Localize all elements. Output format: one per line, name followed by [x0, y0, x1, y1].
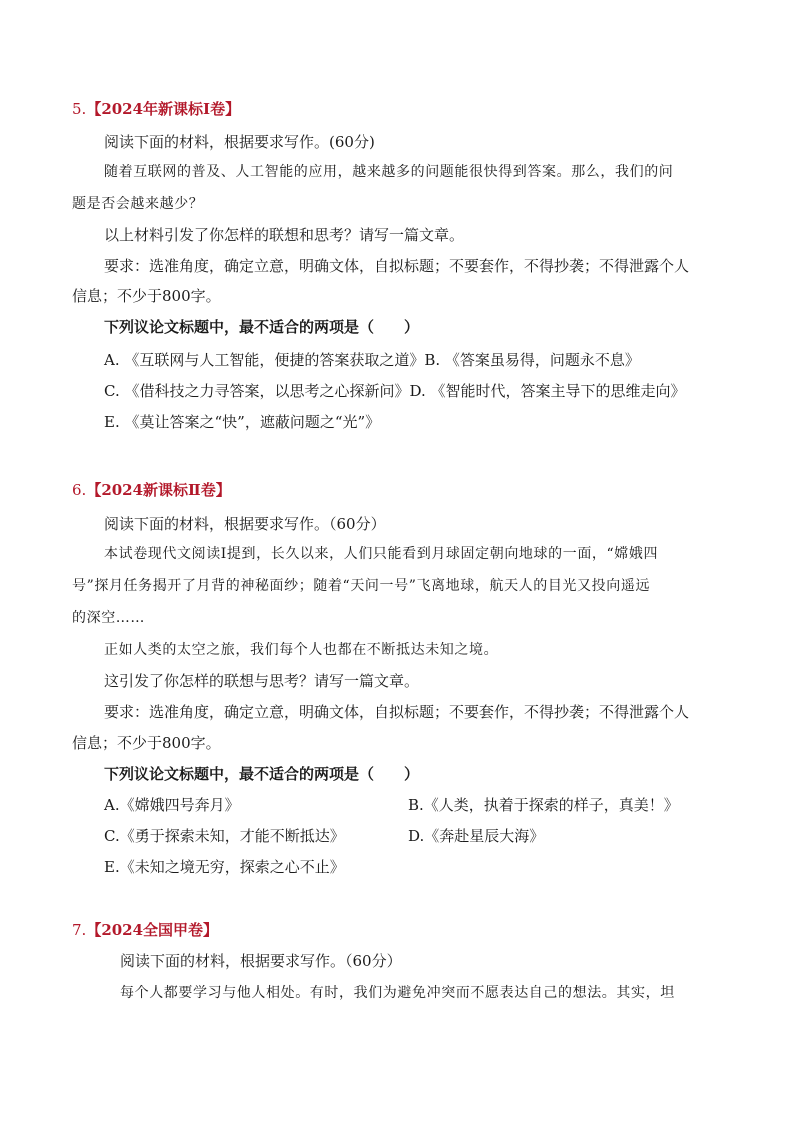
q6-option-d: D.《奔赴星辰大海》	[408, 827, 545, 845]
q5-question: 下列议论文标题中，最不适合的两项是（ ）	[104, 318, 420, 336]
q5-source: 【2024年新课标Ⅰ卷】	[86, 100, 241, 118]
q6-number: 6.	[72, 481, 87, 499]
q6-material-line4: 正如人类的太空之旅，我们每个人也都在不断抵达未知之境。	[104, 642, 499, 658]
q5-prompt: 以上材料引发了你怎样的联想和思考？请写一篇文章。	[104, 226, 465, 244]
q7-source: 【2024全国甲卷】	[86, 921, 219, 939]
q6-source: 【2024新课标Ⅱ卷】	[86, 481, 231, 499]
q5-number: 5.	[72, 100, 87, 118]
q6-material-line3: 的深空……	[72, 610, 145, 626]
q6-material-line1: 本试卷现代文阅读Ⅰ提到，长久以来，人们只能看到月球固定朝向地球的一面，“嫦娥四	[104, 546, 659, 562]
q6-option-a: A.《嫦娥四号奔月》	[104, 796, 240, 814]
q6-instruction: 阅读下面的材料，根据要求写作。（60分）	[104, 515, 386, 533]
q5-options-row3: E. 《莫让答案之“快”，遮蔽问题之“光”》	[104, 413, 381, 431]
q5-instruction: 阅读下面的材料，根据要求写作。(60分)	[104, 133, 375, 151]
q6-prompt: 这引发了你怎样的联想与思考？请写一篇文章。	[104, 672, 420, 690]
q6-heading	[72, 480, 231, 500]
q6-material-line2: 号”探月任务揭开了月背的神秘面纱；随着“天问一号”飞离地球，航天人的目光又投向遥远	[72, 578, 651, 594]
q5-requirement-line1: 要求：选准角度，确定立意，明确文体，自拟标题；不要套作，不得抄袭；不得泄露个人	[104, 257, 690, 275]
q5-requirement-line2: 信息；不少于800字。	[72, 287, 221, 305]
q6-option-e: E.《未知之境无穷，探索之心不止》	[104, 858, 345, 876]
q6-question: 下列议论文标题中，最不适合的两项是（ ）	[104, 765, 420, 783]
q5-material-line1: 随着互联网的普及、人工智能的应用，越来越多的问题能很快得到答案。那么，我们的问	[104, 164, 674, 180]
q5-options-row2: C. 《借科技之力寻答案，以思考之心探新问》D. 《智能时代，答案主导下的思维走向》	[104, 382, 686, 400]
q5-material-line2: 题是否会越来越少？	[72, 196, 204, 212]
q7-material-line1: 每个人都要学习与他人相处。有时，我们为避免冲突而不愿表达自己的想法。其实，坦	[120, 985, 675, 1001]
q7-instruction: 阅读下面的材料，根据要求写作。（60分）	[120, 952, 402, 970]
q7-heading	[72, 920, 218, 940]
q5-heading	[72, 99, 240, 119]
q7-number: 7.	[72, 921, 87, 939]
q5-options-row1: A. 《互联网与人工智能，便捷的答案获取之道》B. 《答案虽易得，问题永不息》	[104, 351, 640, 369]
q6-requirement-line1: 要求：选准角度，确定立意，明确文体，自拟标题；不要套作，不得抄袭；不得泄露个人	[104, 703, 690, 721]
q6-option-b: B.《人类，执着于探索的样子，真美！》	[408, 796, 679, 814]
q6-requirement-line2: 信息；不少于800字。	[72, 734, 221, 752]
q6-option-c: C.《勇于探索未知，才能不断抵达》	[104, 827, 345, 845]
